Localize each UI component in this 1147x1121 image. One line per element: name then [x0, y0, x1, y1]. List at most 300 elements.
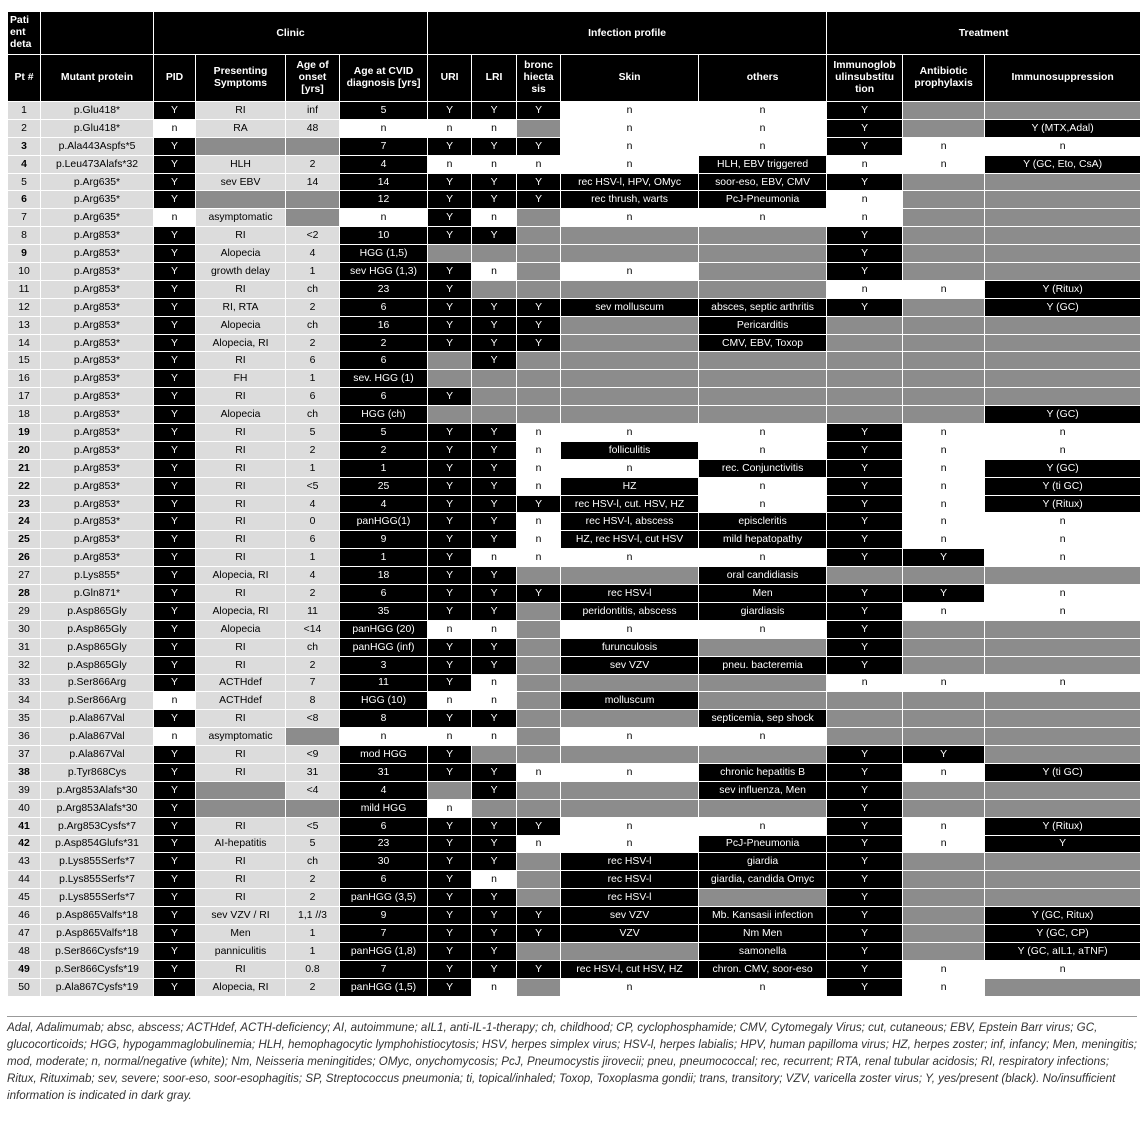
cell-bro	[517, 406, 561, 424]
cell-sym: RI	[196, 102, 286, 120]
cell-skin: rec HSV-l	[561, 889, 699, 907]
cell-pid: Y	[154, 746, 196, 764]
table-row	[8, 370, 1141, 388]
cell-imm	[985, 728, 1141, 746]
cell-pid: Y	[154, 781, 196, 799]
cell-bro: n	[517, 459, 561, 477]
cell-pt: 44	[8, 871, 41, 889]
table-row	[8, 602, 1141, 620]
cell-abx: n	[903, 495, 985, 513]
cell-skin: VZV	[561, 924, 699, 942]
cell-pt: 41	[8, 817, 41, 835]
cell-skin: molluscum	[561, 692, 699, 710]
cell-sym: RI	[196, 638, 286, 656]
cell-onset: 2	[286, 155, 340, 173]
cell-pt: 25	[8, 531, 41, 549]
cell-abx: n	[903, 602, 985, 620]
cell-onset: <2	[286, 227, 340, 245]
cell-sym: RI	[196, 763, 286, 781]
cell-pt: 1	[8, 102, 41, 120]
cell-sym: RI	[196, 549, 286, 567]
cell-pt: 8	[8, 227, 41, 245]
cell-pt: 24	[8, 513, 41, 531]
cell-abx: n	[903, 459, 985, 477]
cell-pid: Y	[154, 835, 196, 853]
cell-imm	[985, 871, 1141, 889]
cell-ig: Y	[827, 602, 903, 620]
cell-dx: 7	[340, 137, 428, 155]
cell-dx: HGG (ch)	[340, 406, 428, 424]
cell-oth: n	[699, 620, 827, 638]
cell-lri: Y	[472, 173, 517, 191]
cell-abx	[903, 567, 985, 585]
table-row	[8, 585, 1141, 603]
cell-abx	[903, 191, 985, 209]
cell-uri: n	[428, 692, 472, 710]
cell-ig: Y	[827, 853, 903, 871]
cell-lri: Y	[472, 924, 517, 942]
cell-bro	[517, 209, 561, 227]
cell-mutant-protein: p.Arg853Alafs*30	[41, 781, 154, 799]
cell-imm	[985, 746, 1141, 764]
cell-onset: 2	[286, 334, 340, 352]
cell-skin	[561, 567, 699, 585]
cell-dx: 9	[340, 531, 428, 549]
cell-imm	[985, 173, 1141, 191]
cell-pt: 29	[8, 602, 41, 620]
cell-bro: Y	[517, 907, 561, 925]
cell-oth: n	[699, 978, 827, 996]
column-header: Immunoglob ulinsubstitu tion	[827, 55, 903, 102]
cell-ig: Y	[827, 746, 903, 764]
cell-ig: Y	[827, 620, 903, 638]
cell-ig: Y	[827, 889, 903, 907]
cell-abx: n	[903, 280, 985, 298]
cell-pid: Y	[154, 960, 196, 978]
cell-pid: Y	[154, 263, 196, 281]
cell-lri: Y	[472, 781, 517, 799]
cell-dx: 35	[340, 602, 428, 620]
cell-pt: 43	[8, 853, 41, 871]
cell-skin: n	[561, 155, 699, 173]
cell-bro: n	[517, 835, 561, 853]
cell-pt: 17	[8, 388, 41, 406]
table-body	[8, 102, 1141, 997]
cell-sym: RI	[196, 513, 286, 531]
cell-lri	[472, 406, 517, 424]
cell-dx: 16	[340, 316, 428, 334]
cell-mutant-protein: p.Arg635*	[41, 209, 154, 227]
cell-imm: Y	[985, 835, 1141, 853]
group-infection: Infection profile	[428, 12, 827, 55]
cell-mutant-protein: p.Tyr868Cys	[41, 763, 154, 781]
cell-dx: 23	[340, 835, 428, 853]
cell-onset: 14	[286, 173, 340, 191]
cell-dx: 18	[340, 567, 428, 585]
cell-bro: Y	[517, 817, 561, 835]
cell-dx: 6	[340, 352, 428, 370]
cell-bro: n	[517, 477, 561, 495]
cell-oth: n	[699, 102, 827, 120]
cell-mutant-protein: p.Arg853*	[41, 352, 154, 370]
cell-dx: mod HGG	[340, 746, 428, 764]
cell-mutant-protein: p.Arg853*	[41, 227, 154, 245]
cell-lri	[472, 746, 517, 764]
cell-pt: 38	[8, 763, 41, 781]
cell-dx: mild HGG	[340, 799, 428, 817]
cell-uri: Y	[428, 763, 472, 781]
cell-abx	[903, 406, 985, 424]
cell-mutant-protein: p.Gln871*	[41, 585, 154, 603]
cell-ig: Y	[827, 245, 903, 263]
cell-ig	[827, 370, 903, 388]
cell-oth: chron. CMV, soor-eso	[699, 960, 827, 978]
table-row	[8, 352, 1141, 370]
cell-oth	[699, 388, 827, 406]
cell-abx	[903, 119, 985, 137]
cell-imm: n	[985, 602, 1141, 620]
cell-oth: pneu. bacteremia	[699, 656, 827, 674]
cell-bro: n	[517, 549, 561, 567]
cell-oth: Nm Men	[699, 924, 827, 942]
cell-oth: Mb. Kansasii infection	[699, 907, 827, 925]
cell-imm	[985, 781, 1141, 799]
cell-pid: Y	[154, 871, 196, 889]
cell-ig	[827, 567, 903, 585]
cell-uri: Y	[428, 638, 472, 656]
table-row	[8, 406, 1141, 424]
cell-ig: Y	[827, 102, 903, 120]
cell-dx: 2	[340, 441, 428, 459]
cell-oth	[699, 370, 827, 388]
cell-ig	[827, 334, 903, 352]
cell-lri: Y	[472, 334, 517, 352]
cell-pid: Y	[154, 567, 196, 585]
cell-sym: HLH	[196, 155, 286, 173]
cell-lri	[472, 280, 517, 298]
cell-mutant-protein: p.Ala443Aspfs*5	[41, 137, 154, 155]
cell-abx	[903, 889, 985, 907]
cell-lri: Y	[472, 889, 517, 907]
cell-skin: HZ	[561, 477, 699, 495]
table-footnote: Adal, Adalimumab; absc, abscess; ACTHdef, ACTH-deficiency; AI, autoimmune; aIL1, anti-IL-1-therapy; ch, childhood; CP, cyclophosphamide; CMV, Cytomegaly Virus; cut, cutaneous; EBV, Epstein Barr virus; GC, glucocorticoids; HGG, hypogammaglobulinemia; HLH, hemophagocytic lymphohistiocytosis; HSV, herpes simplex virus; HSV-l, herpes labialis; HPV, human papilloma virus; HZ, herpes zoster; inf, infancy; Men, meningitis; mod, moderate; n, normal/negative (white); Nm, Neisseria meningitides; OMyc, onychomycosis; PcJ, Pneumocystis jirovecii; pneu, pneumococcal; rec, recurrent; RTA, renal tubular acidosis; RI, respiratory infections; Ritux, Rituximab; sev, severe; soor-eso, soor-esophagitis; SP, Streptococcus pneumonia; ti, topical/inhaled; Toxop, Toxoplasma gondii; trans, transitory; VZV, varicella zoster virus; Y, yes/present (black). No/insufficient information is indicated in dark gray.	[7, 1016, 1137, 1104]
cell-mutant-protein: p.Asp865Gly	[41, 602, 154, 620]
cell-skin: HZ, rec HSV-l, cut HSV	[561, 531, 699, 549]
group-treatment: Treatment	[827, 12, 1141, 55]
cell-abx	[903, 316, 985, 334]
cell-onset: ch	[286, 280, 340, 298]
cell-bro	[517, 799, 561, 817]
cell-pt: 35	[8, 710, 41, 728]
cell-mutant-protein: p.Arg853*	[41, 549, 154, 567]
cell-skin: rec thrush, warts	[561, 191, 699, 209]
cell-uri: n	[428, 119, 472, 137]
cell-lri: n	[472, 155, 517, 173]
cell-bro: Y	[517, 334, 561, 352]
cell-abx: n	[903, 424, 985, 442]
cell-dx: 1	[340, 549, 428, 567]
cell-dx: 1	[340, 459, 428, 477]
cell-pid: Y	[154, 889, 196, 907]
cell-abx	[903, 942, 985, 960]
cell-abx: n	[903, 513, 985, 531]
cell-uri	[428, 781, 472, 799]
cell-oth: n	[699, 137, 827, 155]
cell-oth	[699, 406, 827, 424]
table-row	[8, 746, 1141, 764]
cell-sym: Alopecia, RI	[196, 978, 286, 996]
cell-abx	[903, 620, 985, 638]
cell-lri: n	[472, 549, 517, 567]
cell-sym: Alopecia	[196, 245, 286, 263]
cell-abx	[903, 263, 985, 281]
cell-pid: Y	[154, 763, 196, 781]
cell-imm	[985, 656, 1141, 674]
cell-abx	[903, 638, 985, 656]
cell-ig: Y	[827, 424, 903, 442]
cell-dx: 2	[340, 334, 428, 352]
cell-imm	[985, 853, 1141, 871]
cell-ig: Y	[827, 638, 903, 656]
cell-bro	[517, 245, 561, 263]
cell-onset: 2	[286, 585, 340, 603]
cell-bro: n	[517, 424, 561, 442]
cell-uri: n	[428, 799, 472, 817]
cell-imm: Y (GC, aIL1, aTNF)	[985, 942, 1141, 960]
cell-mutant-protein: p.Ser866Arg	[41, 692, 154, 710]
cell-pt: 36	[8, 728, 41, 746]
cell-uri: Y	[428, 209, 472, 227]
column-header: Mutant protein	[41, 55, 154, 102]
cell-uri: Y	[428, 656, 472, 674]
cell-pid: Y	[154, 710, 196, 728]
cell-skin	[561, 352, 699, 370]
cell-pid: Y	[154, 191, 196, 209]
cell-oth	[699, 799, 827, 817]
cell-imm: Y (ti GC)	[985, 763, 1141, 781]
cell-imm: Y (Ritux)	[985, 817, 1141, 835]
cell-uri: Y	[428, 531, 472, 549]
cell-pid: Y	[154, 531, 196, 549]
column-header: Antibiotic prophylaxis	[903, 55, 985, 102]
cell-sym: RI	[196, 441, 286, 459]
column-header: Pt #	[8, 55, 41, 102]
cell-imm: n	[985, 424, 1141, 442]
cell-imm	[985, 316, 1141, 334]
cell-sym: RI	[196, 477, 286, 495]
cell-sym: asymptomatic	[196, 209, 286, 227]
cell-onset: <14	[286, 620, 340, 638]
cell-imm: n	[985, 441, 1141, 459]
cell-ig: n	[827, 191, 903, 209]
cell-uri: n	[428, 620, 472, 638]
cell-abx	[903, 692, 985, 710]
cell-skin	[561, 280, 699, 298]
cell-skin: n	[561, 263, 699, 281]
cell-onset: 4	[286, 567, 340, 585]
cell-skin	[561, 710, 699, 728]
cell-mutant-protein: p.Arg853*	[41, 495, 154, 513]
cell-bro	[517, 728, 561, 746]
table-row	[8, 978, 1141, 996]
cell-uri: Y	[428, 334, 472, 352]
cell-lri: Y	[472, 513, 517, 531]
cell-uri: Y	[428, 567, 472, 585]
cell-sym: RI	[196, 459, 286, 477]
cell-oth: HLH, EBV triggered	[699, 155, 827, 173]
cell-uri: Y	[428, 942, 472, 960]
table-row	[8, 191, 1141, 209]
cell-bro: Y	[517, 495, 561, 513]
cell-sym: RI	[196, 495, 286, 513]
cell-bro	[517, 370, 561, 388]
cell-skin: rec HSV-l, abscess	[561, 513, 699, 531]
table-row	[8, 960, 1141, 978]
table-row	[8, 853, 1141, 871]
cell-sym: sev EBV	[196, 173, 286, 191]
cell-pt: 14	[8, 334, 41, 352]
cell-abx	[903, 871, 985, 889]
cell-onset: 6	[286, 531, 340, 549]
cell-dx: 5	[340, 102, 428, 120]
cell-pt: 48	[8, 942, 41, 960]
cell-skin: rec HSV-l	[561, 585, 699, 603]
cell-abx	[903, 924, 985, 942]
cell-dx: 23	[340, 280, 428, 298]
cell-mutant-protein: p.Arg853*	[41, 459, 154, 477]
group-header-row	[8, 12, 1141, 55]
cell-imm	[985, 227, 1141, 245]
cell-imm: Y (MTX,Adal)	[985, 119, 1141, 137]
cell-onset: <9	[286, 746, 340, 764]
cell-skin	[561, 334, 699, 352]
cell-imm	[985, 334, 1141, 352]
cell-mutant-protein: p.Arg853Alafs*30	[41, 799, 154, 817]
cell-ig: Y	[827, 781, 903, 799]
cell-bro	[517, 710, 561, 728]
cell-onset: 0.8	[286, 960, 340, 978]
cell-mutant-protein: p.Ala867Val	[41, 746, 154, 764]
cell-pt: 40	[8, 799, 41, 817]
cell-pid: Y	[154, 459, 196, 477]
cell-uri: Y	[428, 316, 472, 334]
cell-pid: Y	[154, 298, 196, 316]
cell-skin: n	[561, 424, 699, 442]
cell-oth: PcJ-Pneumonia	[699, 835, 827, 853]
cell-mutant-protein: p.Arg853*	[41, 441, 154, 459]
cell-abx: Y	[903, 585, 985, 603]
table-row	[8, 763, 1141, 781]
table-row	[8, 424, 1141, 442]
cell-bro	[517, 781, 561, 799]
cell-mutant-protein: p.Arg853*	[41, 513, 154, 531]
cell-onset	[286, 137, 340, 155]
cell-lri: Y	[472, 227, 517, 245]
cell-oth: n	[699, 119, 827, 137]
cell-imm	[985, 370, 1141, 388]
cell-uri: Y	[428, 137, 472, 155]
cell-ig: Y	[827, 173, 903, 191]
cell-dx: 3	[340, 656, 428, 674]
cell-sym: Alopecia	[196, 316, 286, 334]
cell-ig: Y	[827, 137, 903, 155]
cell-pid: Y	[154, 280, 196, 298]
cell-oth	[699, 746, 827, 764]
cell-uri: Y	[428, 173, 472, 191]
cell-mutant-protein: p.Lys855*	[41, 567, 154, 585]
cell-bro	[517, 978, 561, 996]
cell-bro: Y	[517, 102, 561, 120]
cell-abx	[903, 352, 985, 370]
cell-dx: 12	[340, 191, 428, 209]
cell-mutant-protein: p.Lys855Serfs*7	[41, 889, 154, 907]
cell-lri: Y	[472, 942, 517, 960]
cell-oth: n	[699, 477, 827, 495]
cell-oth	[699, 638, 827, 656]
cell-lri: n	[472, 692, 517, 710]
cell-ig	[827, 388, 903, 406]
cell-bro	[517, 853, 561, 871]
cell-imm: n	[985, 137, 1141, 155]
cell-pid: Y	[154, 907, 196, 925]
cell-lri: Y	[472, 960, 517, 978]
cell-mutant-protein: p.Ala867Val	[41, 710, 154, 728]
cell-ig: Y	[827, 656, 903, 674]
column-header: URI	[428, 55, 472, 102]
cell-sym: Alopecia	[196, 620, 286, 638]
table-row	[8, 638, 1141, 656]
cell-lri: Y	[472, 459, 517, 477]
cell-mutant-protein: p.Lys855Serfs*7	[41, 871, 154, 889]
cell-skin: rec HSV-l, cut. HSV, HZ	[561, 495, 699, 513]
cell-skin: n	[561, 835, 699, 853]
cell-skin: n	[561, 817, 699, 835]
cell-bro	[517, 119, 561, 137]
cell-bro: Y	[517, 173, 561, 191]
cell-onset: 2	[286, 889, 340, 907]
table-row	[8, 728, 1141, 746]
table-row	[8, 316, 1141, 334]
cell-mutant-protein: p.Arg853*	[41, 280, 154, 298]
cell-mutant-protein: p.Glu418*	[41, 102, 154, 120]
cell-sym: RI	[196, 531, 286, 549]
cell-skin: folliculitis	[561, 441, 699, 459]
cell-pid: Y	[154, 424, 196, 442]
cell-mutant-protein: p.Asp865Gly	[41, 620, 154, 638]
cell-onset: 31	[286, 763, 340, 781]
cell-pt: 11	[8, 280, 41, 298]
cell-sym: RI	[196, 388, 286, 406]
cell-mutant-protein: p.Asp865Gly	[41, 638, 154, 656]
cell-uri: Y	[428, 835, 472, 853]
cell-lri: n	[472, 728, 517, 746]
cell-onset: 4	[286, 495, 340, 513]
cell-lri: Y	[472, 531, 517, 549]
cell-pt: 20	[8, 441, 41, 459]
cell-dx: panHGG (20)	[340, 620, 428, 638]
cell-pt: 22	[8, 477, 41, 495]
cell-abx: n	[903, 441, 985, 459]
cell-pt: 4	[8, 155, 41, 173]
cell-abx	[903, 298, 985, 316]
cell-imm: Y (Ritux)	[985, 495, 1141, 513]
cell-lri: Y	[472, 495, 517, 513]
cell-pid: Y	[154, 513, 196, 531]
column-header: Immunosuppression	[985, 55, 1141, 102]
cell-ig: Y	[827, 298, 903, 316]
cell-bro: n	[517, 155, 561, 173]
cell-onset	[286, 209, 340, 227]
